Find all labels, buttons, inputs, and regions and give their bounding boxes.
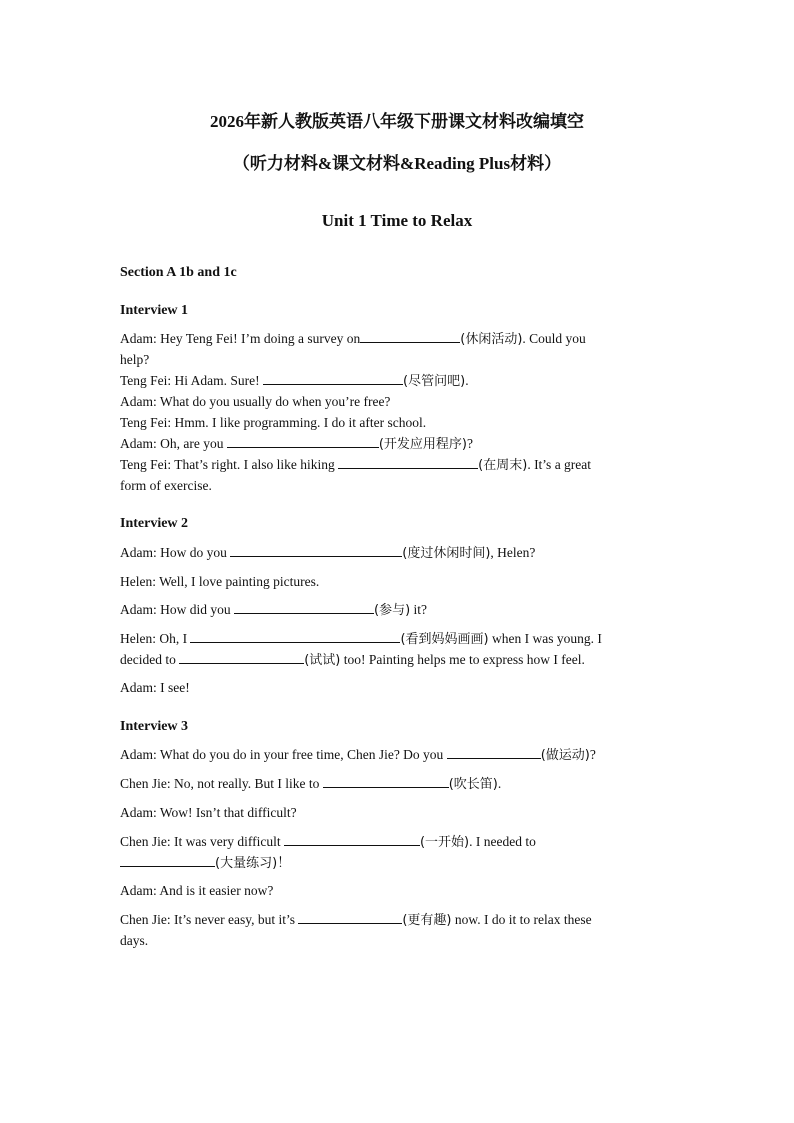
chinese-hint: (尽管问吧)	[403, 374, 466, 389]
chinese-hint: (在周末)	[478, 458, 528, 473]
interview-3-line-3: Adam: Wow! Isn’t that difficult?	[120, 805, 297, 820]
document-title: 2026年新人教版英语八年级下册课文材料改编填空	[210, 112, 584, 131]
dialogue-text: Chen Jie: It’s never easy, but it’s	[120, 912, 299, 927]
interview-2-line-5: Adam: I see!	[120, 680, 190, 695]
fill-blank[interactable]	[230, 542, 402, 557]
chinese-hint: (一开始)	[419, 835, 470, 850]
unit-heading: Unit 1 Time to Relax	[321, 211, 473, 230]
interview-1-line-6b: form of exercise.	[120, 478, 212, 493]
interview-3-heading: Interview 3	[120, 719, 189, 734]
fill-blank[interactable]	[284, 831, 420, 846]
fill-blank[interactable]	[120, 852, 215, 867]
dialogue-text: Helen: Oh, I	[120, 631, 191, 646]
interview-3-line-1	[120, 744, 665, 766]
chinese-hint: (参与)	[374, 603, 411, 618]
dialogue-text: Chen Jie: No, not really. But I like to	[120, 776, 323, 791]
interview-2-line-4b	[120, 649, 665, 671]
dialogue-text: Adam: Oh, are you	[120, 436, 227, 451]
dialogue-text: ?	[589, 747, 596, 762]
fill-blank[interactable]	[360, 328, 460, 343]
chinese-hint: (看到妈妈画画)	[400, 632, 489, 647]
dialogue-text: Adam: What do you do in your free time, Chen Jie? Do you	[120, 747, 447, 762]
dialogue-text: decided to	[120, 652, 180, 667]
chinese-hint: (休闲活动)	[460, 332, 523, 347]
dialogue-text: . It’s a great	[527, 457, 592, 472]
dialogue-text: when I was young. I	[488, 631, 602, 646]
dialogue-text: Teng Fei: Hi Adam. Sure!	[120, 373, 264, 388]
dialogue-text: ?	[467, 436, 474, 451]
dialogue-text: .	[497, 776, 502, 791]
interview-3-line-4	[120, 831, 665, 853]
interview-3-line-2	[120, 773, 665, 795]
interview-1-line-6	[120, 454, 665, 476]
document-subtitle: （听力材料&课文材料&Reading Plus材料）	[232, 154, 562, 173]
interview-1-line-2	[120, 370, 665, 392]
fill-blank[interactable]	[447, 744, 541, 759]
interview-1-line-5	[120, 433, 665, 455]
interview-1-heading: Interview 1	[120, 303, 189, 318]
interview-1-line-4: Teng Fei: Hmm. I like programming. I do it after school.	[120, 415, 427, 430]
dialogue-text: Adam: Hey Teng Fei! I’m doing a survey on	[120, 331, 361, 346]
fill-blank[interactable]	[179, 649, 304, 664]
fill-blank[interactable]	[298, 909, 402, 924]
chinese-hint: (开发应用程序)	[378, 437, 468, 452]
fill-blank[interactable]	[263, 370, 403, 385]
chinese-hint: (做运动)	[540, 748, 590, 763]
chinese-hint: (吹长笛)	[448, 777, 498, 792]
fill-blank[interactable]	[190, 628, 400, 643]
dialogue-text: Adam: How do you	[120, 545, 231, 560]
interview-3-line-6	[120, 909, 665, 931]
dialogue-text: now. I do it to relax these	[451, 912, 592, 927]
section-heading: Section A 1b and 1c	[120, 265, 237, 280]
dialogue-text: .	[465, 373, 469, 388]
interview-3-line-6b: days.	[120, 933, 149, 948]
dialogue-text: too! Painting helps me to express how I feel.	[340, 652, 585, 667]
dialogue-text: . Could you	[522, 331, 586, 346]
interview-1-line-1	[120, 328, 665, 350]
interview-1-line-3: Adam: What do you usually do when you’re free?	[120, 394, 391, 409]
chinese-hint: (度过休闲时间)	[402, 546, 491, 561]
chinese-hint: (更有趣)	[402, 913, 452, 928]
dialogue-text: . I needed to	[469, 834, 536, 849]
dialogue-text: Chen Jie: It was very difficult	[120, 834, 284, 849]
interview-3-line-4b	[120, 852, 665, 874]
dialogue-text: , Helen?	[490, 545, 536, 560]
dialogue-text: Teng Fei: That’s right. I also like hiking	[120, 457, 339, 472]
dialogue-text: ！	[277, 855, 291, 870]
interview-1-line-1b: help?	[120, 352, 150, 367]
fill-blank[interactable]	[234, 599, 374, 614]
interview-2-line-2: Helen: Well, I love painting pictures.	[120, 574, 320, 589]
fill-blank[interactable]	[323, 773, 449, 788]
chinese-hint: (试试)	[304, 653, 341, 668]
dialogue-text: Adam: How did you	[120, 602, 234, 617]
interview-2-heading: Interview 2	[120, 516, 189, 531]
interview-3-line-5: Adam: And is it easier now?	[120, 883, 274, 898]
interview-2-line-1	[120, 542, 665, 564]
dialogue-text: it?	[410, 602, 428, 617]
fill-blank[interactable]	[338, 454, 478, 469]
fill-blank[interactable]	[227, 433, 379, 448]
chinese-hint: (大量练习)	[215, 856, 278, 871]
interview-2-line-3	[120, 599, 665, 621]
interview-2-line-4	[120, 628, 665, 650]
